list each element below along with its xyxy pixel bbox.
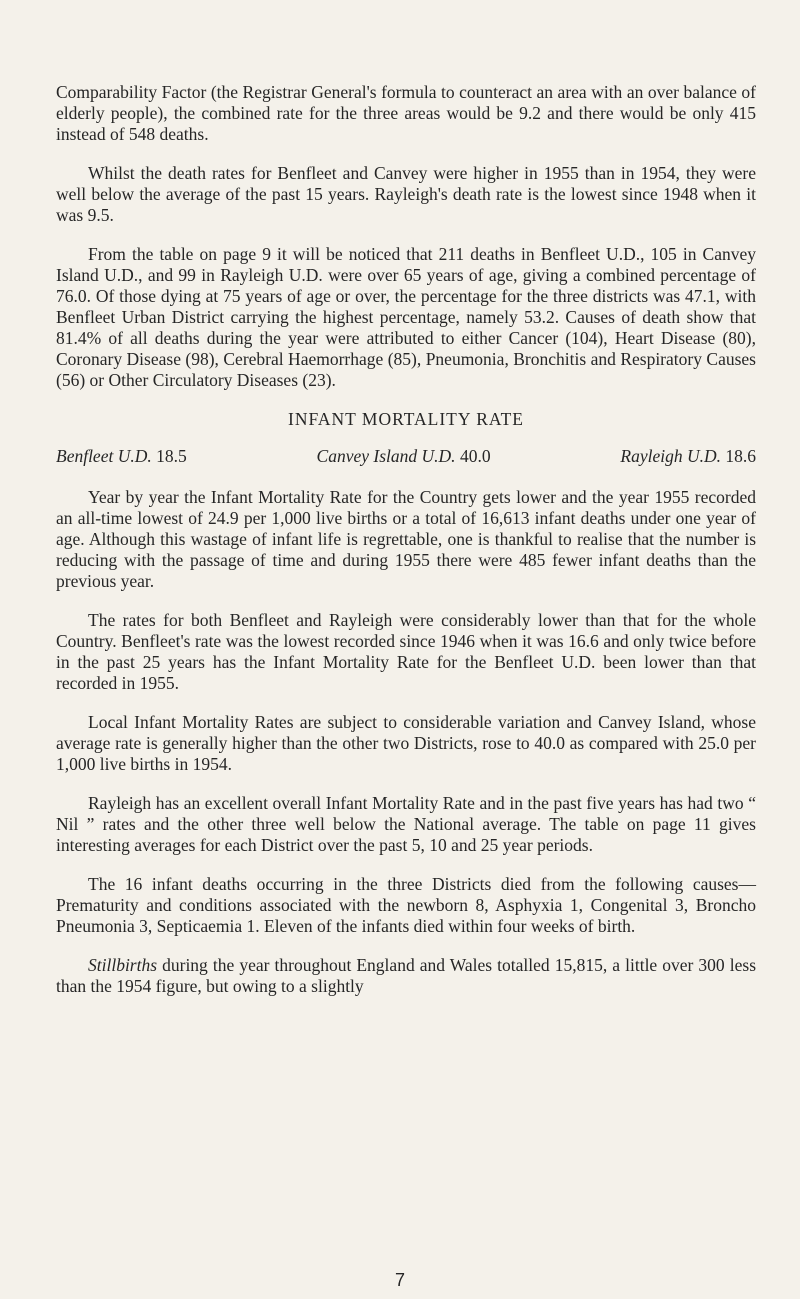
rate-canvey-label: Canvey Island U.D. (316, 446, 456, 466)
rate-rayleigh (620, 446, 756, 467)
paragraph-age-of-deaths: From the table on page 9 it will be noticed that 211 deaths in Benfleet U.D., 105 in Canvey Island U.D., and 99 in Rayleigh U.D. were over 65 years of age, giving a combined percentage of 76.0. Of those dying at 75 years of age or over, the percentage for the three districts was 47.1, with Benfleet Urban District carrying the highest percentage, namely 53.2. Causes of death show that 81.4% of all deaths during the year were attributed to either Cancer (104), Heart Disease (80), Coronary Disease (98), Cerebral Haemorrhage (85), Pneumonia, Bronchitis and Respiratory Causes (56) or Other Circulatory Diseases (23). (56, 244, 756, 390)
paragraph-stillbirths (56, 955, 756, 997)
paragraph-infant-causes: The 16 infant deaths occurring in the three Districts died from the following causes—Prematurity and conditions associated with the newborn 8, Asphyxia 1, Congenital 3, Broncho Pneumonia 3, Septicaemia 1. Eleven of the infants died within four weeks of birth. (56, 874, 756, 936)
paragraph-local-variation: Local Infant Mortality Rates are subject to considerable variation and Canvey Island, whose average rate is generally higher than the other two Districts, rose to 40.0 as compared with 25.0 per 1,000 live births in 1954. (56, 712, 756, 774)
paragraph-death-rates: Whilst the death rates for Benfleet and Canvey were higher in 1955 than in 1954, they were well below the average of the past 15 years. Rayleigh's death rate is the lowest since 1948 when it was 9.5. (56, 163, 756, 225)
rate-benfleet (56, 446, 187, 467)
paragraph-benfleet-rayleigh: The rates for both Benfleet and Rayleigh were considerably lower than that for the whole Country. Benfleet's rate was the lowest recorded since 1946 when it was 16.6 and only twice before in the past 25 years has the Infant Mortality Rate for the Benfleet U.D. been lower than that recorded in 1955. (56, 610, 756, 693)
rate-benfleet-label: Benfleet U.D. (56, 446, 152, 466)
document-page (56, 82, 756, 1015)
rate-rayleigh-label: Rayleigh U.D. (620, 446, 721, 466)
stillbirths-lead: Stillbirths (88, 955, 158, 975)
rate-canvey (317, 446, 491, 467)
stillbirths-text: during the year throughout England and Wales totalled 15,815, a little over 300 less than the 1954 figure, but owing to a slightly (56, 955, 756, 996)
infant-mortality-rates-row (56, 446, 756, 467)
page-number: 7 (394, 1270, 405, 1290)
section-heading-infant-mortality: INFANT MORTALITY RATE (288, 409, 524, 429)
rate-benfleet-value: 18.5 (156, 446, 187, 466)
rate-canvey-value: 40.0 (459, 446, 491, 466)
paragraph-rayleigh-rate: Rayleigh has an excellent overall Infant Mortality Rate and in the past five years has had two “ Nil ” rates and the other three well below the National average. The table on page 11 gives interesting averages for each District over the past 5, 10 and 25 year periods. (56, 793, 756, 855)
paragraph-comparability-factor: Comparability Factor (the Registrar General's formula to counteract an area with an over balance of elderly people), the combined rate for the three areas would be 9.2 and there would be only 415 instead of 548 deaths. (56, 82, 756, 144)
paragraph-country-rate: Year by year the Infant Mortality Rate for the Country gets lower and the year 1955 recorded an all-time lowest of 24.9 per 1,000 live births or a total of 16,613 infant deaths under one year of age. Although this wastage of infant life is regrettable, one is thankful to realise that the number is reducing with the passage of time and during 1955 there were 485 fewer infant deaths than the previous year. (56, 487, 756, 591)
rate-rayleigh-value: 18.6 (725, 446, 756, 466)
